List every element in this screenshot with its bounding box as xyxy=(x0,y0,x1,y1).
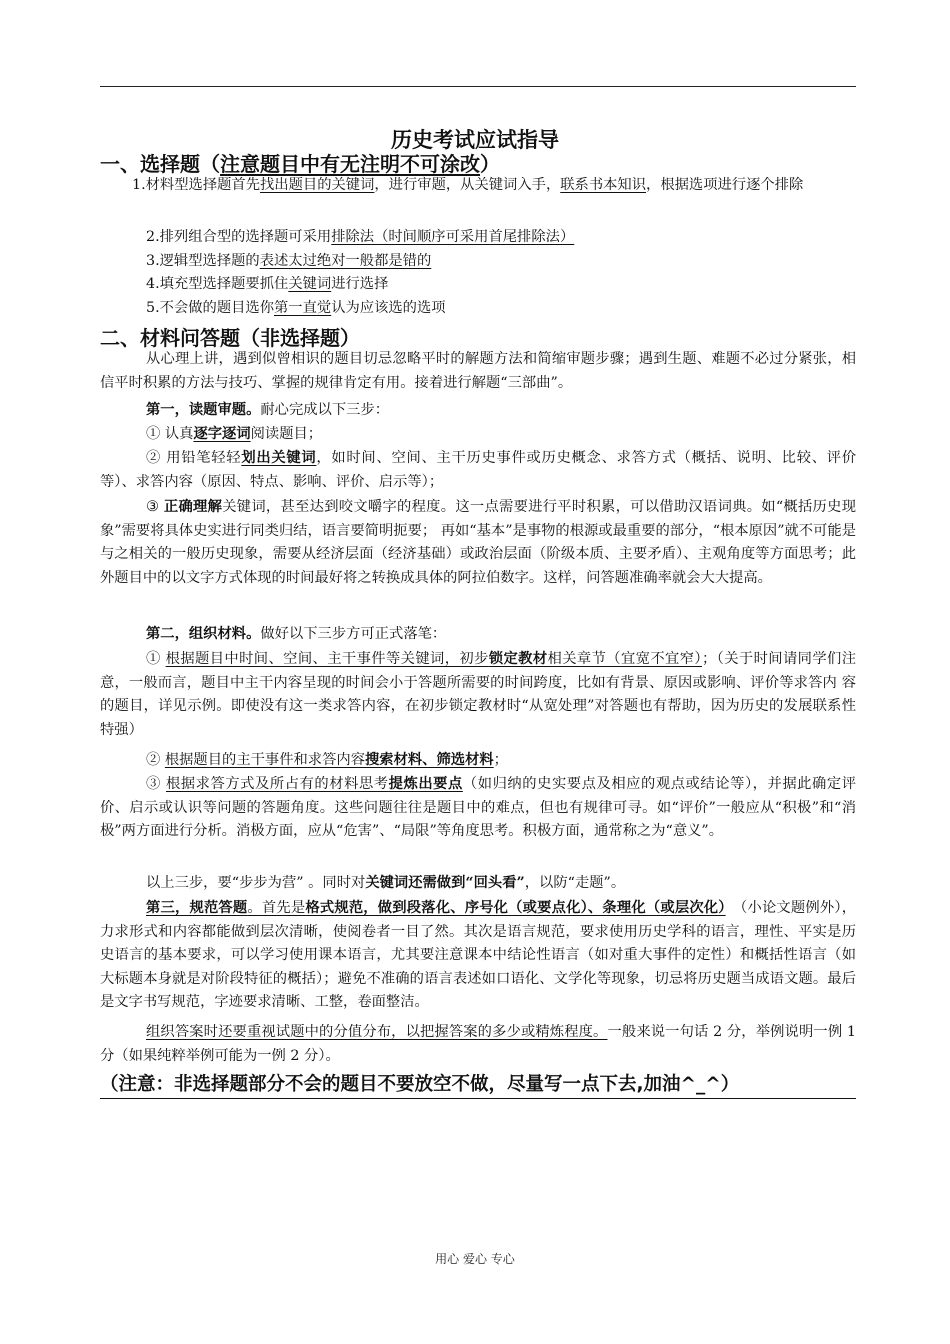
section-2-heading: 二、材料问答题（非选择题） xyxy=(100,326,360,350)
step-1-item-3: ③ 正确理解关键词，甚至达到咬文嚼字的程度。这一点需要进行平时积累，可以借助汉语词典。如“概括历史现象”需要将具体史实进行同类归结，语言要简明扼要； 再如“基本”是事物的根源或最重要的部分，“根本原因”就不可能是与之相关的一般历史现象，需要从经济层面（经济基础）或政治层面（阶级本质、主要矛盾）、主观角度等方面思考；此外题目中的以文字方式体现的时间最好将之转换成具体的阿拉伯数字。这样，问答题准确率就会大大提高。 xyxy=(100,499,856,586)
choice-tip-5: 5.不会做的题目选你第一直觉认为应该选的选项 xyxy=(146,300,446,316)
steps-summary: 以上三步，要“步步为营” 。同时对关键词还需做到“回头看”，以防“走题”。 xyxy=(146,875,626,891)
step-2-item-2: ② 根据题目的主干事件和求答内容搜索材料、筛选材料； xyxy=(146,752,508,768)
step-1-item-2: ② 用铅笔轻轻划出关键词，如时间、空间、主干历史事件或历史概念、求答方式（概括、说明、比较、评价等）、求答内容（原因、特点、影响、评价、启示等）； xyxy=(100,450,857,490)
step-3-paragraph: 第三，规范答题。首先是格式规范，做到段落化、序号化（或要点化）、条理化（或层次化） （小论文题例外），力求形式和内容都能做到层次清晰，使阅卷者一目了然。其次是语言规范，要求使用历史学科的语言，理性、平实是历史语言的基本要求，可以学习使用课本语言，尤其要注意课本中结论性语言（如对重大事件的定性）和概括性语言（如大标题本身就是对阶段特征的概括）；避免不准确的语言表述如口语化、文学化等现象，切忌将历史题当成语文题。最后是文字书写规范，字迹要求清晰、工整，卷面整洁。 xyxy=(100,900,857,1011)
section-1-heading: 一、选择题（注意题目中有无注明不可涂改） xyxy=(100,152,500,176)
header-rule xyxy=(100,86,856,87)
step-2-item-1: ① 根据题目中时间、空间、主干事件等关键词，初步锁定教材相关章节（宜宽不宜窄）；（关于时间请同学们注意，一般而言，题目中主干内容呈现的时间会小于答题所需要的时间跨度，比如有背景、原因或影响、评价等求答内 容的题目，详见示例。即使没有这一类求答内容，在初步锁定教材时“从宽处理”对答题也有帮助，因为历史的发展联系性特强） xyxy=(100,651,856,738)
step-1-item-1: ① 认真逐字逐词阅读题目； xyxy=(146,426,323,442)
step-1-heading: 第一，读题审题。耐心完成以下三步： xyxy=(146,402,390,418)
choice-tip-3: 3.逻辑型选择题的表述太过绝对一般都是错的 xyxy=(146,253,432,269)
step-2-item-3: ③ 根据求答方式及所占有的材料思考提炼出要点（如归纳的史实要点及相应的观点或结论等），并据此确定评价、启示或认识等问题的答题角度。这些问题往往是题目中的难点，但也有规律可寻。如“评价”一般应从“积极”和“消极”两方面进行分析。消极方面，应从“危害”、“局限”等角度思考。积极方面，通常称之为“意义”。 xyxy=(100,776,857,840)
document-title: 历史考试应试指导 xyxy=(391,128,559,152)
score-distribution-paragraph: 组织答案时还要重视试题中的分值分布，以把握答案的多少或精炼程度。一般来说一句话 2 分，举例说明一例 1 分（如果纯粹举例可能为一例 2 分）。 xyxy=(100,1024,857,1064)
choice-tip-4: 4.填充型选择题要抓住关键词进行选择 xyxy=(146,276,389,292)
page-footer: 用心 爱心 专心 xyxy=(435,1252,515,1266)
choice-tip-1: 1.材料型选择题首先找出题目的关键词，进行审题，从关键词入手，联系书本知识，根据选项进行逐个排除 xyxy=(132,177,804,193)
choice-tip-2: 2.排列组合型的选择题可采用排除法（时间顺序可采用首尾排除法） xyxy=(146,229,575,245)
final-note: （注意：非选择题部分不会的题目不要放空不做，尽量写一点下去,加油^_^） xyxy=(100,1070,856,1099)
section-2-intro: 从心理上讲，遇到似曾相识的题目切忌忽略平时的解题方法和简缩审题步骤；遇到生题、难题不必过分紧张，相信平时积累的方法与技巧、掌握的规律肯定有用。接着进行解题“三部曲”。 xyxy=(100,351,856,391)
step-2-heading: 第二，组织材料。做好以下三步方可正式落笔： xyxy=(146,626,447,642)
